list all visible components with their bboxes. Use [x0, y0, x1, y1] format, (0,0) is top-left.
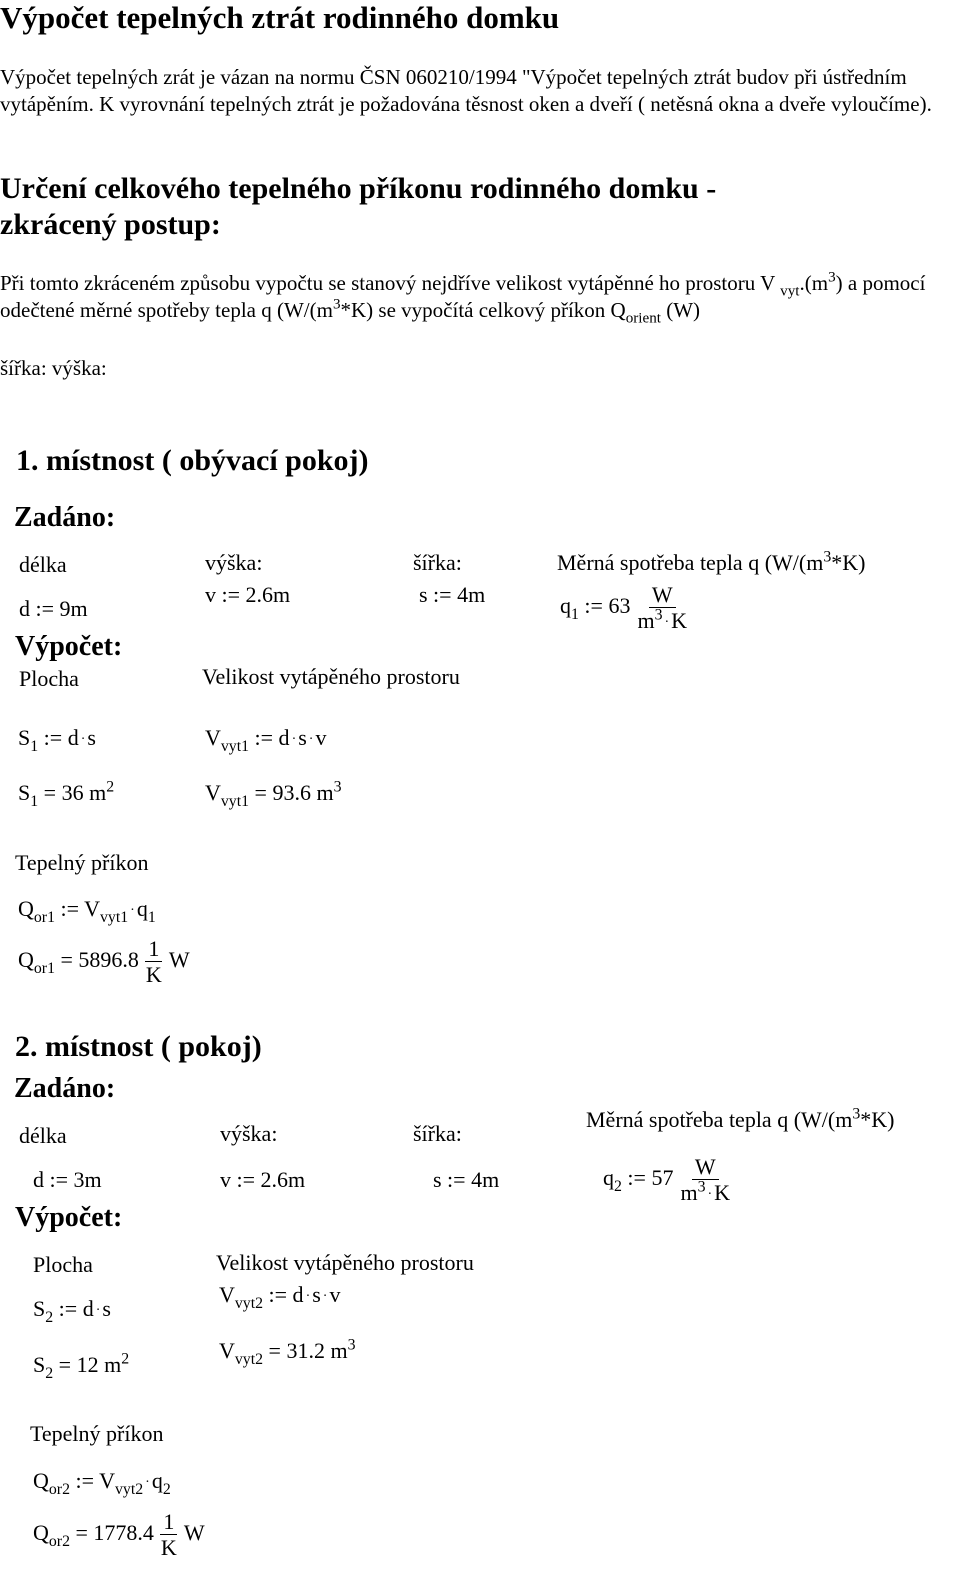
- room1-given-heading: Zadáno:: [14, 502, 116, 533]
- room1-power-result: $Q_{or1} = 5896.8$ $\frac{1}{K}$ W: [18, 936, 190, 988]
- room1-volume-label: Velikost vytápěného prostoru: [202, 664, 460, 689]
- room1-height-label: výška:: [205, 550, 263, 575]
- room2-given-heading: Zadáno:: [14, 1073, 116, 1104]
- room1-q-def: $q_1$ := 63 $\frac{W}{m^3 \cdot K}$: [560, 582, 688, 634]
- width-height-line: šířka: výška:: [0, 356, 107, 380]
- room1-q-label: Měrná spotřeba tepla q ($W/(m^3*K)$: [557, 548, 866, 575]
- room1-width-def: s := 4m: [419, 582, 486, 607]
- room2-length-label: délka: [19, 1123, 67, 1148]
- page-title: Výpočet tepelných ztrát rodinného domku: [0, 0, 560, 35]
- room2-q-def: $q_2$ := 57 $\frac{W}{m^3 \cdot K}$: [603, 1154, 731, 1206]
- room2-calc-heading: Výpočet:: [15, 1202, 123, 1233]
- room1-area-label: Plocha: [19, 666, 79, 691]
- room1-length-label: délka: [19, 552, 67, 577]
- room1-height-def: v := 2.6m: [205, 582, 291, 607]
- method-paragraph: Při tomto zkráceném způsobu vypočtu se stanový nejdříve velikost vytápěnné ho prostoru V $_{vyt}.(m^3)$ a pomocí odečtené měrné spotřeby tepla q ($W/(m^3*K)$ se vypočítá celkový příkon $Q_{orient}$ (W): [0, 269, 926, 327]
- room1-length-def: d := 9m: [19, 596, 88, 621]
- room2-area-result: $S_2 = 12$ $m^2$: [33, 1350, 130, 1383]
- room1-area-formula: $S_1$ := d ·s: [18, 725, 96, 756]
- room2-volume-label: Velikost vytápěného prostoru: [216, 1250, 474, 1275]
- room2-power-formula: $Q_{or2}$ := $V_{vyt2} \cdot q_2$: [33, 1468, 171, 1499]
- room1-heading: 1. místnost ( obývací pokoj): [16, 444, 369, 477]
- room1-area-result: $S_1 = 36$ $m^2$: [18, 778, 115, 811]
- room2-volume-result: $V_{vyt2} = 31.2$ $m^3$: [219, 1336, 356, 1369]
- room1-volume-formula: $V_{vyt1}$ := d ·s ·v: [205, 725, 327, 756]
- section-title-line2: zkrácený postup:: [0, 208, 221, 241]
- room2-volume-formula: $V_{vyt2}$ := d ·s ·v: [219, 1282, 341, 1313]
- room2-heading: 2. místnost ( pokoj): [15, 1030, 262, 1063]
- room2-q-label: Měrná spotřeba tepla q ($W/(m^3*K)$: [586, 1105, 895, 1132]
- room1-calc-heading: Výpočet:: [15, 631, 123, 662]
- room2-length-def: d := 3m: [33, 1167, 102, 1192]
- room1-power-label: Tepelný příkon: [15, 850, 149, 875]
- room2-area-formula: $S_2$ := d ·s: [33, 1296, 111, 1327]
- intro-paragraph: Výpočet tepelných zrát je vázan na normu ČSN 060210/1994 "Výpočet tepelných ztrát budov při ústředním vytápěním. K vyrovnání tepelných ztrát je požadována těsnost oken a dveří ( netěsná okna a dveře vyloučíme).: [0, 65, 932, 116]
- room1-power-formula: $Q_{or1}$ := $V_{vyt1} \cdot q_1$: [18, 896, 156, 927]
- room2-power-label: Tepelný příkon: [30, 1421, 164, 1446]
- room2-width-label: šířka:: [413, 1121, 462, 1146]
- room2-power-result: $Q_{or2} = 1778.4$ $\frac{1}{K}$ W: [33, 1509, 205, 1561]
- room1-volume-result: $V_{vyt1} = 93.6$ $m^3$: [205, 778, 342, 811]
- room2-area-label: Plocha: [33, 1252, 93, 1277]
- room2-width-def: s := 4m: [433, 1167, 500, 1192]
- room2-height-def: v := 2.6m: [220, 1167, 306, 1192]
- room2-height-label: výška:: [220, 1121, 278, 1146]
- room1-width-label: šířka:: [413, 550, 462, 575]
- section-title-line1: Určení celkového tepelného příkonu rodinného domku -: [0, 172, 717, 205]
